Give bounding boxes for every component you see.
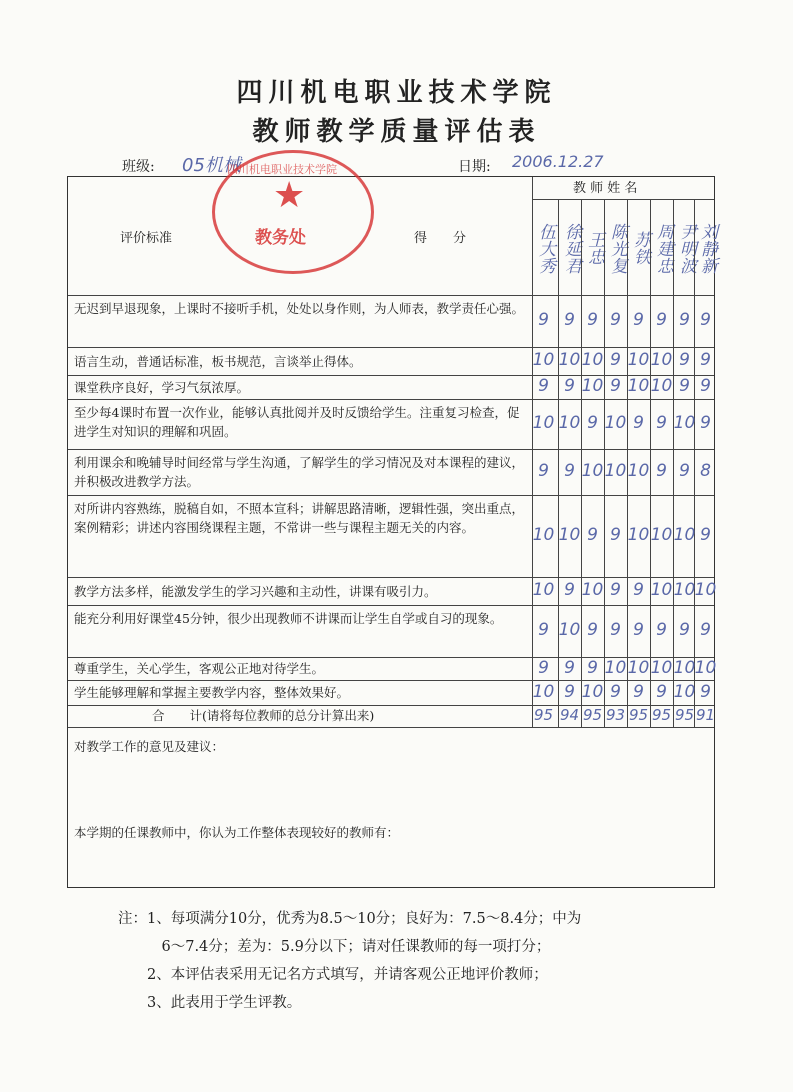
score-cell: 9 [610,681,621,702]
stamp-office-text: 教务处 [255,228,306,248]
score-cell: 10 [604,413,627,433]
official-stamp [212,150,374,274]
note-line: 注：1、每项满分10分，优秀为8.5～10分；良好为：7.5～8.4分；中为 [118,911,582,927]
score-cell: 10 [627,657,650,678]
total-label: 合 计(请将每位教师的总分计算出来) [152,708,375,723]
notes-section [118,905,581,1017]
score-cell: 9 [633,310,644,330]
score-cell: 9 [610,310,621,330]
criteria-header: 评价标准 [120,231,173,246]
score-cell: 10 [650,657,673,678]
score-cell: 10 [581,580,604,600]
score-cell: 10 [604,461,627,481]
score-cell: 10 [694,657,717,678]
note-line: 6～7.4分；差为：5.9分以下；请对任课教师的每一项打分； [118,939,551,955]
score-cell: 10 [627,461,650,481]
table-rule [68,399,714,400]
score-cell: 9 [633,620,644,640]
score-cell: 10 [532,525,555,545]
class-label: 班级: [122,159,155,175]
note-line: 3、此表用于学生评教。 [118,995,302,1011]
score-cell: 9 [564,376,575,396]
score-cell: 10 [581,461,604,481]
teacher-name: 刘静新 [697,222,717,274]
criterion-text: 教学方法多样，能激发学生的学习兴趣和主动性，讲课有吸引力。 [74,583,437,599]
score-cell: 10 [673,580,696,600]
total-score-cell: 95 [582,706,603,724]
criterion-text: 课堂秩序良好，学习气氛浓厚。 [74,379,250,395]
school-title: 四川机电职业技术学院 [236,78,557,108]
score-cell: 10 [650,580,673,600]
score-cell: 9 [610,350,621,370]
score-cell: 10 [581,681,604,702]
table-rule [68,295,714,296]
criterion-text: 能充分利用好课堂45分钟，很少出现教师不讲课而让学生自学或自习的现象。 [74,611,503,626]
score-cell: 9 [538,620,549,640]
total-score-cell: 95 [628,706,649,724]
teacher-name: 陈光复 [607,222,627,274]
evaluation-table [67,176,715,888]
score-cell: 10 [673,681,696,702]
score-cell: 9 [633,681,644,702]
table-rule [68,605,714,606]
score-cell: 10 [532,580,555,600]
score-cell: 9 [564,657,575,678]
score-cell: 10 [694,580,717,600]
score-cell: 10 [532,350,555,370]
score-cell: 10 [581,350,604,370]
score-cell: 9 [610,376,621,396]
score-cell: 9 [656,681,667,702]
score-cell: 10 [532,413,555,433]
criterion-text: 对所讲内容熟练，脱稿自如，不照本宣科；讲解思路清晰，逻辑性强，突出重点，案例精彩；讲述内容围绕课程主题，不常讲一些与课程主题无关的内容。 [74,501,525,535]
score-cell: 9 [538,461,549,481]
score-cell: 9 [700,681,711,702]
criterion-text: 尊重学生，关心学生，客观公正地对待学生。 [74,661,325,676]
score-cell: 10 [558,350,581,370]
date-value: 2006.12.27 [512,152,604,171]
score-cell: 10 [673,413,696,433]
teacher-name: 伍大秀 [535,222,555,274]
score-cell: 9 [538,657,549,678]
score-cell: 9 [610,580,621,600]
score-cell: 9 [538,376,549,396]
form-title: 教师教学质量评估表 [252,117,541,147]
score-cell: 10 [627,350,650,370]
score-cell: 10 [558,525,581,545]
score-cell: 10 [650,350,673,370]
score-cell: 10 [604,657,627,678]
score-cell: 9 [538,310,549,330]
score-cell: 9 [564,310,575,330]
criterion-text: 语言生动，普通话标准，板书规范，言谈举止得体。 [74,353,362,369]
score-cell: 9 [587,525,598,545]
score-cell: 9 [633,580,644,600]
score-cell: 10 [558,413,581,433]
table-rule [68,449,714,450]
score-cell: 10 [650,525,673,545]
teacher-names-header: 教 师 姓 名 [573,181,638,196]
criterion-text: 利用课余和晚辅导时间经常与学生沟通，了解学生的学习情况及对本课程的建议，并积极改进教学方法。 [74,455,525,489]
teacher-name: 徐延君 [561,222,581,274]
score-cell: 10 [581,376,604,396]
score-cell: 10 [627,525,650,545]
score-cell: 8 [700,461,711,481]
score-cell: 9 [656,413,667,433]
teacher-name: 苏铁 [630,231,650,265]
criterion-text: 学生能够理解和掌握主要教学内容，整体效果好。 [74,685,350,700]
table-rule [68,347,714,348]
score-cell: 9 [587,413,598,433]
class-value: 05机械 [182,155,241,176]
total-score-cell: 95 [651,706,672,724]
teacher-name: 尹明波 [676,222,696,274]
score-cell: 9 [656,310,667,330]
score-cell: 9 [700,376,711,396]
best-teacher-label: 本学期的任课教师中，你认为工作整体表现较好的教师有： [74,825,400,840]
total-score-cell: 94 [559,706,580,724]
total-score-cell: 95 [533,706,554,724]
table-rule [532,199,714,200]
score-cell: 10 [627,376,650,396]
criterion-text: 至少每4课时布置一次作业，能够认真批阅并及时反馈给学生。注重复习检查，促进学生对知识的理解和巩固。 [74,405,520,439]
total-score-cell: 95 [674,706,695,724]
score-cell: 9 [679,376,690,396]
star-icon: ★ [273,175,306,216]
score-cell: 9 [700,350,711,370]
score-cell: 9 [587,657,598,678]
total-score-cell: 91 [695,706,716,724]
score-cell: 9 [610,525,621,545]
suggestions-label: 对教学工作的意见及建议： [74,739,225,754]
teacher-name: 周建忠 [653,222,673,274]
score-header: 得 分 [414,231,467,246]
score-cell: 9 [633,413,644,433]
score-cell: 10 [673,657,696,678]
score-cell: 9 [679,310,690,330]
total-score-cell: 93 [605,706,626,724]
score-cell: 10 [673,525,696,545]
score-cell: 9 [564,580,575,600]
note-line: 2、本评估表采用无记名方式填写，并请客观公正地评价教师； [118,967,548,983]
score-cell: 9 [656,461,667,481]
score-cell: 9 [700,620,711,640]
table-rule [68,495,714,496]
score-cell: 9 [610,620,621,640]
score-cell: 10 [532,681,555,702]
table-rule [68,727,714,728]
score-cell: 9 [564,461,575,481]
date-label: 日期: [458,159,491,175]
score-cell: 9 [587,620,598,640]
stamp-ring-text: 四川机电职业技术学院 [227,163,337,176]
table-rule [68,577,714,578]
score-cell: 9 [656,620,667,640]
score-cell: 10 [558,620,581,640]
score-cell: 9 [700,310,711,330]
score-cell: 9 [679,461,690,481]
teacher-name: 王忠 [584,231,604,265]
score-cell: 9 [587,310,598,330]
score-cell: 9 [564,681,575,702]
score-cell: 9 [700,413,711,433]
score-cell: 9 [700,525,711,545]
score-cell: 10 [650,376,673,396]
score-cell: 9 [679,350,690,370]
score-cell: 9 [679,620,690,640]
criterion-text: 无迟到早退现象，上课时不接听手机，处处以身作则，为人师表，教学责任心强。 [74,301,525,316]
